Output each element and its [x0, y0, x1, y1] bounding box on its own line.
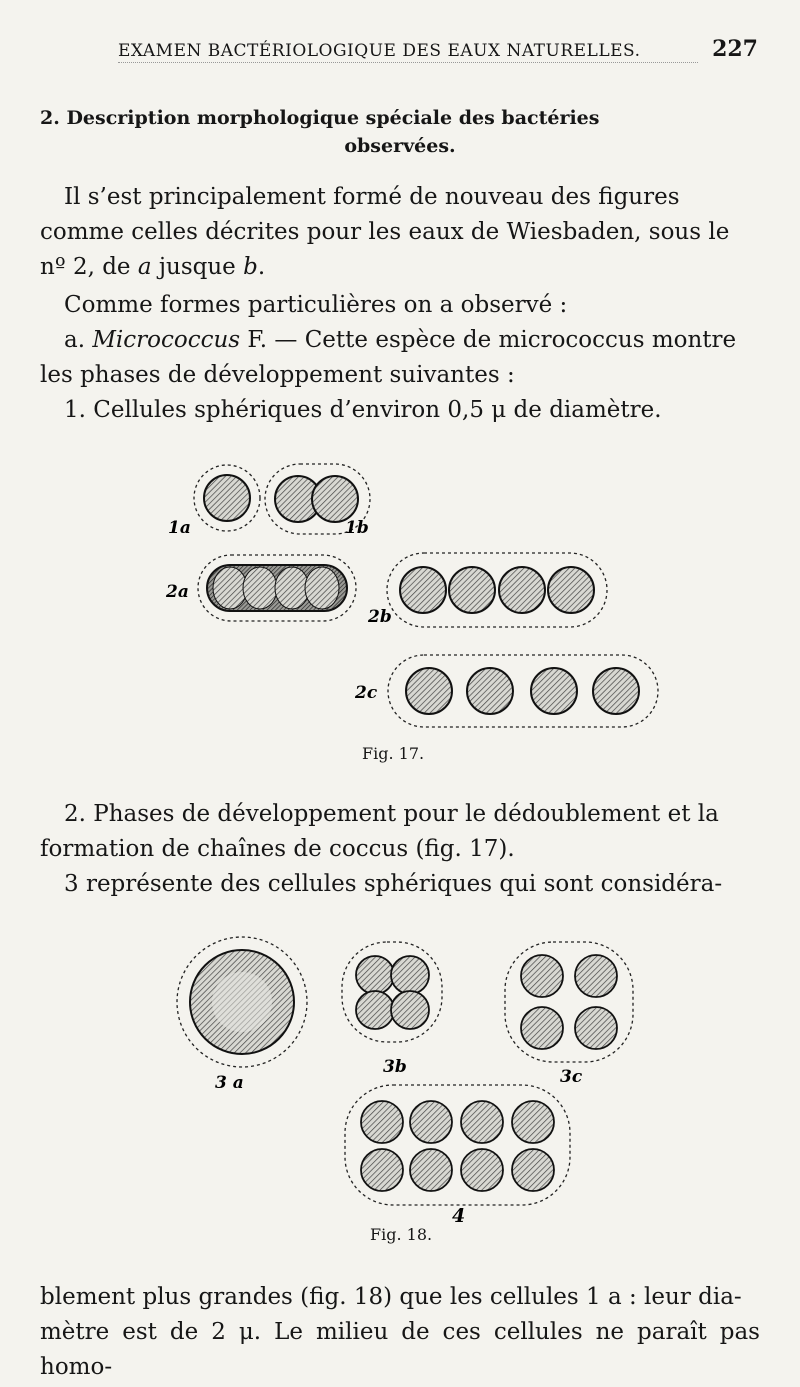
- paragraph-phases: [40, 797, 760, 902]
- paragraph-line: [40, 250, 760, 285]
- text-run: F. — Cette espèce de micrococcus montre: [240, 327, 737, 353]
- figure-label-1a: 1a: [168, 518, 191, 538]
- cell-chain-2a: [198, 555, 356, 621]
- cell-cluster-4: [345, 1085, 570, 1205]
- text-run: nº 2, de: [40, 254, 138, 280]
- section-heading-line1: 2. Description morphologique spéciale des bactéries: [40, 107, 600, 129]
- figure-label-2c: 2c: [355, 683, 378, 703]
- paragraph-line: 1. Cellules sphériques d’environ 0,5 μ de diamètre.: [64, 397, 662, 423]
- italic-run: Micrococcus: [92, 327, 241, 353]
- header-rule: [118, 62, 698, 63]
- running-header: [118, 36, 758, 62]
- text-run: a.: [64, 327, 93, 353]
- paragraph-line: blement plus grandes (fig. 18) que les cellules 1 a : leur dia-: [40, 1284, 742, 1310]
- figure-label-3c: 3c: [560, 1067, 583, 1087]
- section-heading-line2: observées.: [344, 135, 456, 157]
- figure-label-3b: 3b: [383, 1057, 407, 1077]
- cell-3b: [342, 942, 442, 1042]
- figure-18: [170, 930, 650, 1230]
- italic-run: a: [137, 254, 152, 280]
- paragraph-line: les phases de développement suivantes :: [40, 362, 515, 388]
- cell-3c: [505, 942, 633, 1062]
- figure-label-4: 4: [452, 1205, 466, 1227]
- cell-1a: [194, 465, 260, 531]
- paragraph-line: comme celles décrites pour les eaux de Wiesbaden, sous le: [40, 219, 730, 245]
- cell-chain-2c: [388, 655, 658, 727]
- text-run: jusque: [151, 254, 244, 280]
- paragraph-intro: [40, 180, 760, 285]
- running-title: EXAMEN BACTÉRIOLOGIQUE DES EAUX NATURELLES.: [118, 41, 641, 61]
- figure-label-1b: 1b: [345, 518, 369, 538]
- figure-label-3a: 3 a: [215, 1073, 244, 1093]
- text-run: .: [257, 254, 266, 280]
- page-number: 227: [712, 36, 758, 62]
- paragraph-line: Comme formes particulières on a observé :: [64, 292, 568, 318]
- figure-18-caption: Fig. 18.: [370, 1225, 433, 1244]
- figure-17-caption: Fig. 17.: [362, 744, 425, 763]
- section-heading: [40, 104, 760, 160]
- figure-17: [150, 455, 670, 755]
- figure-label-2b: 2b: [368, 607, 392, 627]
- paragraph-line: formation de chaînes de coccus (fig. 17).: [40, 836, 515, 862]
- paragraph-line: Il s’est principalement formé de nouveau des figures: [64, 184, 680, 210]
- italic-run: b: [243, 254, 258, 280]
- paragraph-line: mètre est de 2 μ. Le milieu de ces cellules ne paraît pas homo-: [40, 1319, 760, 1380]
- paragraph-line: [40, 323, 760, 358]
- cell-chain-2b: [387, 553, 607, 627]
- figure-label-2a: 2a: [166, 582, 189, 602]
- paragraph-line: 2. Phases de développement pour le dédoublement et la: [64, 801, 719, 827]
- cell-3a: [177, 937, 307, 1067]
- paragraph-forms: [40, 288, 760, 428]
- paragraph-larger-cells: [40, 1280, 760, 1385]
- paragraph-line: 3 représente des cellules sphériques qui sont considéra-: [64, 871, 723, 897]
